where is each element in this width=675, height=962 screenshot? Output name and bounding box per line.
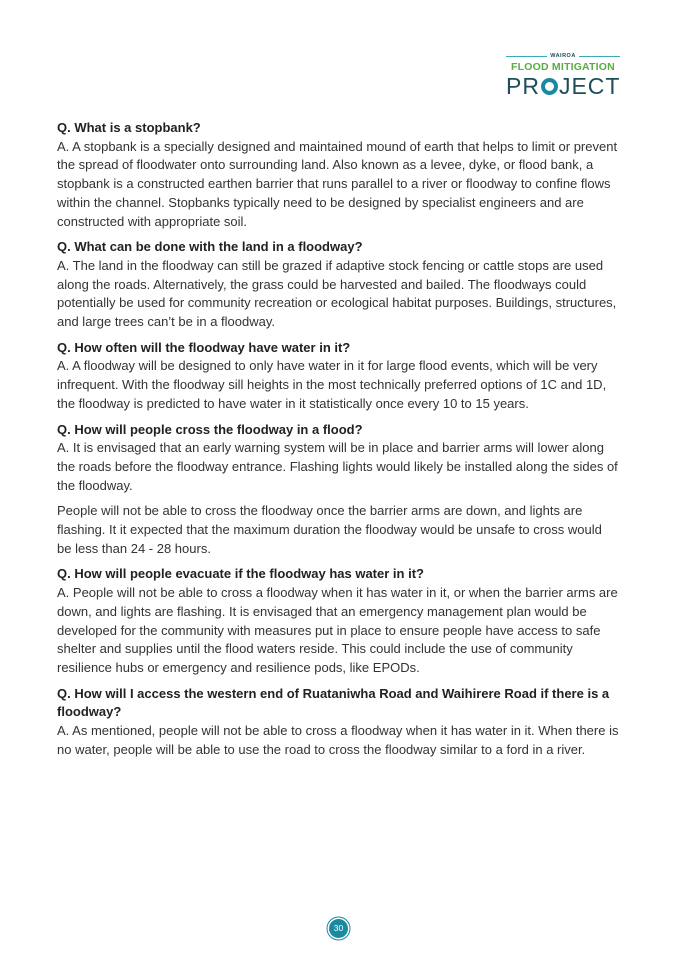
logo-wairoa: WAIROA xyxy=(550,53,576,59)
logo-o-globe-icon xyxy=(541,78,558,95)
logo-top-line xyxy=(506,52,620,60)
faq-answer: A. People will not be able to cross a floodway when it has water in it, or when the barrier arms are down, and lights are flashing. It is envisaged that an emergency management plan would be developed for the community with measures put in place to ensure people have access to safe shelter and supplies until the flood waters reside. This could include the use of community resilience hubs or emergency and resilience pods, like EPODs. xyxy=(57,585,618,675)
faq-question: Q. How will people evacuate if the floodway has water in it? xyxy=(57,566,424,582)
logo-flood-mitigation: FLOOD MITIGATION xyxy=(511,61,615,73)
logo-rule-left xyxy=(506,56,547,57)
faq-answer: A. The land in the floodway can still be grazed if adaptive stock fencing or cattle stops are used along the roads. Alternatively, the grass could be harvested and bailed. The floodways could potentially be used for community recreation or ecological habitat purposes. Buildings, structures, and large trees can’t be in a floodway. xyxy=(57,257,617,330)
faq-item-frequency xyxy=(57,339,619,414)
logo-project xyxy=(506,74,620,99)
faq-question: Q. How often will the floodway have water in it? xyxy=(57,339,351,355)
page-number: 30 xyxy=(329,919,348,938)
faq-answer: A. A stopbank is a specially designed and maintained mound of earth that helps to limit or prevent the spread of floodwater onto surrounding land. Also known as a levee, dyke, or flood bank, a stopbank is a constructed earthen barrier that runs parallel to a river or floodway to confine flows within the channel. Stopbanks typically need to be designed by specialist engineers and are constructed with appropriate soil. xyxy=(57,138,618,229)
faq-answer: A. A floodway will be designed to only have water in it for large flood events, which will be very infrequent. With the floodway sill heights in the most technically preferred options of 1C and 1D, the floodway is predicted to have water in it statistically once every 10 to 15 years. xyxy=(57,358,607,411)
faq-content xyxy=(57,119,619,767)
logo-rule-right xyxy=(579,56,620,57)
faq-question: Q. How will I access the western end of Ruataniwha Road and Waihirere Road if there is a floodway? xyxy=(57,685,610,720)
logo-project-pre: PR xyxy=(506,73,540,99)
flood-mitigation-project-logo xyxy=(506,52,620,102)
faq-answer-continued: People will not be able to cross the floodway once the barrier arms are down, and lights are flashing. It it expected that the maximum duration the floodway would be unsafe to cross would be less than 24 - 28 hours. xyxy=(57,503,602,556)
faq-answer: A. It is envisaged that an early warning system will be in place and barrier arms will lower along the roads before the floodway entrance. Flashing lights would likely be installed along the sides of the floodway. xyxy=(57,440,618,493)
faq-question: Q. How will people cross the floodway in a flood? xyxy=(57,421,363,437)
faq-item-land-use xyxy=(57,238,619,332)
faq-question: Q. What can be done with the land in a floodway? xyxy=(57,239,363,255)
faq-answer: A. As mentioned, people will not be able to cross a floodway when it has water in it. When there is no water, people will be able to use the road to cross the floodway similar to a ford in a river. xyxy=(57,723,619,757)
faq-item-stopbank xyxy=(57,119,619,231)
faq-question: Q. What is a stopbank? xyxy=(57,120,201,135)
logo-project-post: JECT xyxy=(558,73,621,99)
faq-item-evacuation xyxy=(57,565,619,677)
faq-item-crossing xyxy=(57,421,619,496)
faq-item-road-access xyxy=(57,685,619,760)
